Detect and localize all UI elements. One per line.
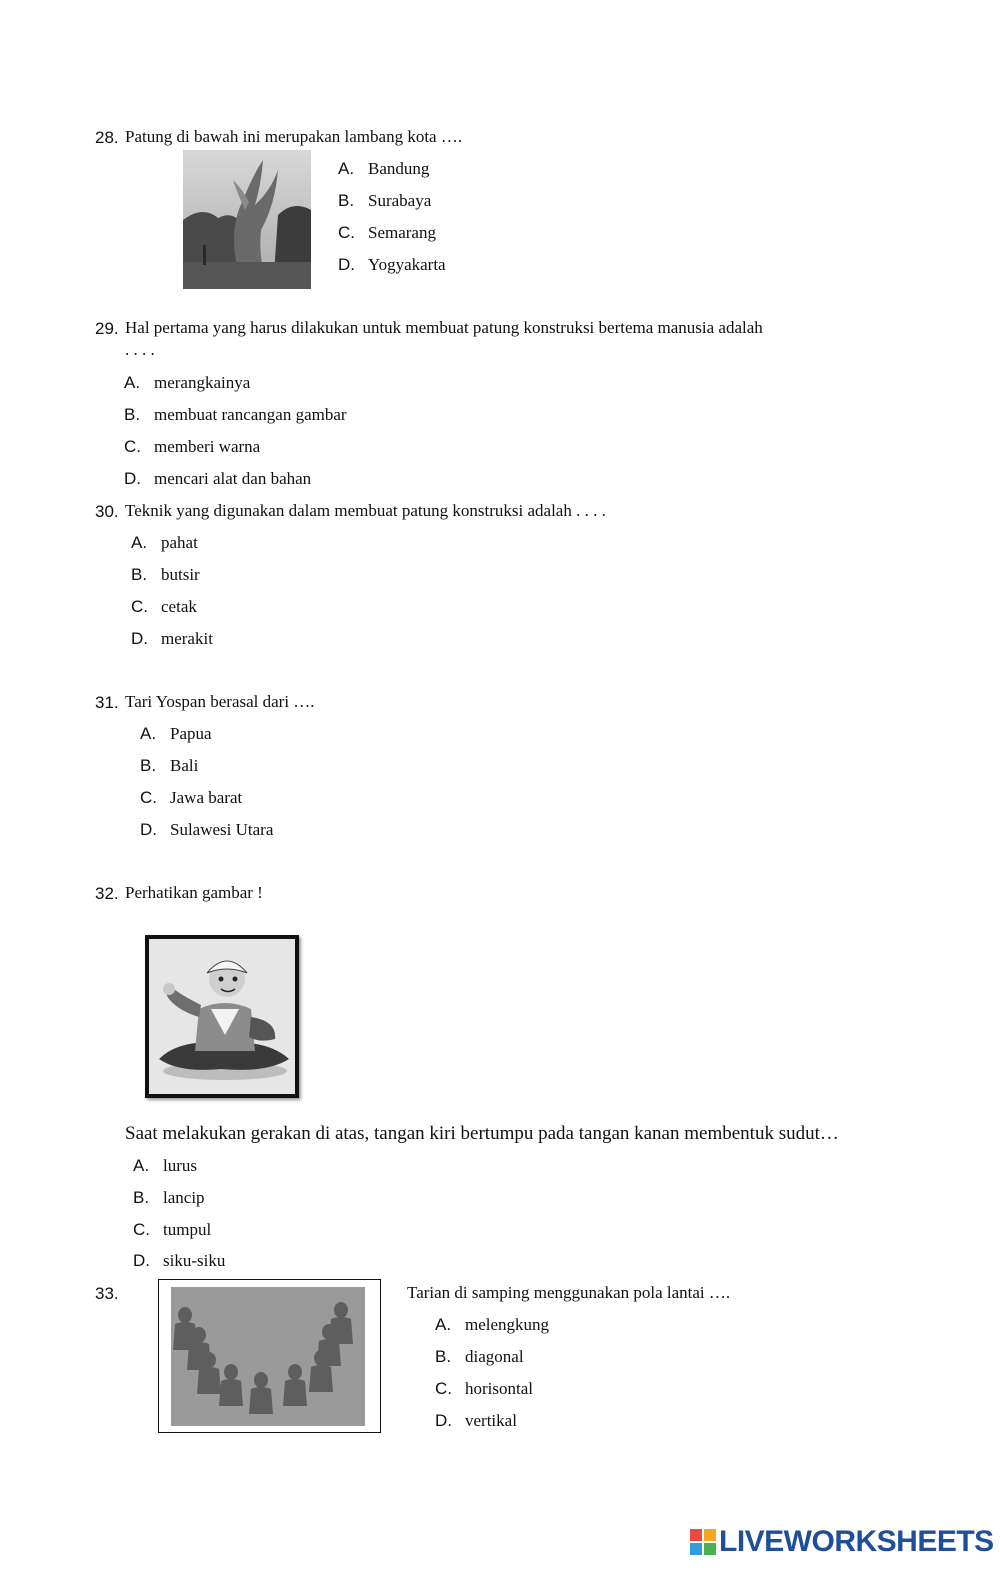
question-33-option-b[interactable]: B. diagonal [435, 1347, 524, 1366]
question-31-text: Tari Yospan berasal dari …. [125, 692, 315, 711]
question-30-option-c[interactable]: C. cetak [131, 597, 197, 616]
question-28-option-b[interactable]: B. Surabaya [338, 191, 432, 210]
question-29-text-cont: . . . . [125, 340, 155, 359]
question-30-option-a[interactable]: A. pahat [131, 533, 198, 552]
question-31-option-c[interactable]: C. Jawa barat [140, 788, 243, 807]
liveworksheets-logo-text: LIVEWORKSHEETS [719, 1525, 994, 1558]
question-31-option-d[interactable]: D. Sulawesi Utara [140, 820, 274, 839]
question-29-option-d[interactable]: D. mencari alat dan bahan [124, 469, 312, 488]
question-28-option-a[interactable]: A. Bandung [338, 159, 430, 178]
liveworksheets-logo-icon [690, 1529, 716, 1555]
question-29-text: Hal pertama yang harus dilakukan untuk membuat patung konstruksi bertema manusia adalah [125, 318, 763, 337]
question-33-number: 33. [95, 1284, 119, 1303]
dance-formation-photo [158, 1279, 381, 1433]
question-30-text: Teknik yang digunakan dalam membuat patung konstruksi adalah . . . . [125, 501, 606, 520]
question-29-option-a[interactable]: A. merangkainya [124, 373, 251, 392]
question-28-number: 28. [95, 128, 119, 147]
question-33-option-a[interactable]: A. melengkung [435, 1315, 550, 1334]
statue-photo [183, 150, 311, 289]
question-31-number: 31. [95, 693, 119, 712]
dancer-illustration [145, 935, 299, 1098]
question-30-option-d[interactable]: D. merakit [131, 629, 213, 648]
question-30-option-b[interactable]: B. butsir [131, 565, 200, 584]
question-33-option-c[interactable]: C. horisontal [435, 1379, 533, 1398]
question-32-option-c[interactable]: C. tumpul [133, 1220, 212, 1239]
question-32-option-d[interactable]: D. siku-siku [133, 1251, 226, 1270]
question-33-text: Tarian di samping menggunakan pola lantai …. [407, 1283, 731, 1302]
question-31-option-b[interactable]: B. Bali [140, 756, 199, 775]
liveworksheets-logo[interactable] [690, 1526, 994, 1558]
question-31-option-a[interactable]: A. Papua [140, 724, 212, 743]
question-30-number: 30. [95, 502, 119, 521]
question-28-option-c[interactable]: C. Semarang [338, 223, 436, 242]
question-29-option-b[interactable]: B. membuat rancangan gambar [124, 405, 347, 424]
question-28-text: Patung di bawah ini merupakan lambang kota …. [125, 127, 463, 146]
question-28-option-d[interactable]: D. Yogyakarta [338, 255, 446, 274]
question-32-option-a[interactable]: A. lurus [133, 1156, 197, 1175]
question-33-option-d[interactable]: D. vertikal [435, 1411, 517, 1430]
question-29-number: 29. [95, 319, 119, 338]
question-32-subtext: Saat melakukan gerakan di atas, tangan kiri bertumpu pada tangan kanan membentuk sudut… [125, 1123, 839, 1144]
question-32-number: 32. [95, 884, 119, 903]
question-29-option-c[interactable]: C. memberi warna [124, 437, 261, 456]
question-32-text: Perhatikan gambar ! [125, 883, 263, 902]
question-32-option-b[interactable]: B. lancip [133, 1188, 205, 1207]
